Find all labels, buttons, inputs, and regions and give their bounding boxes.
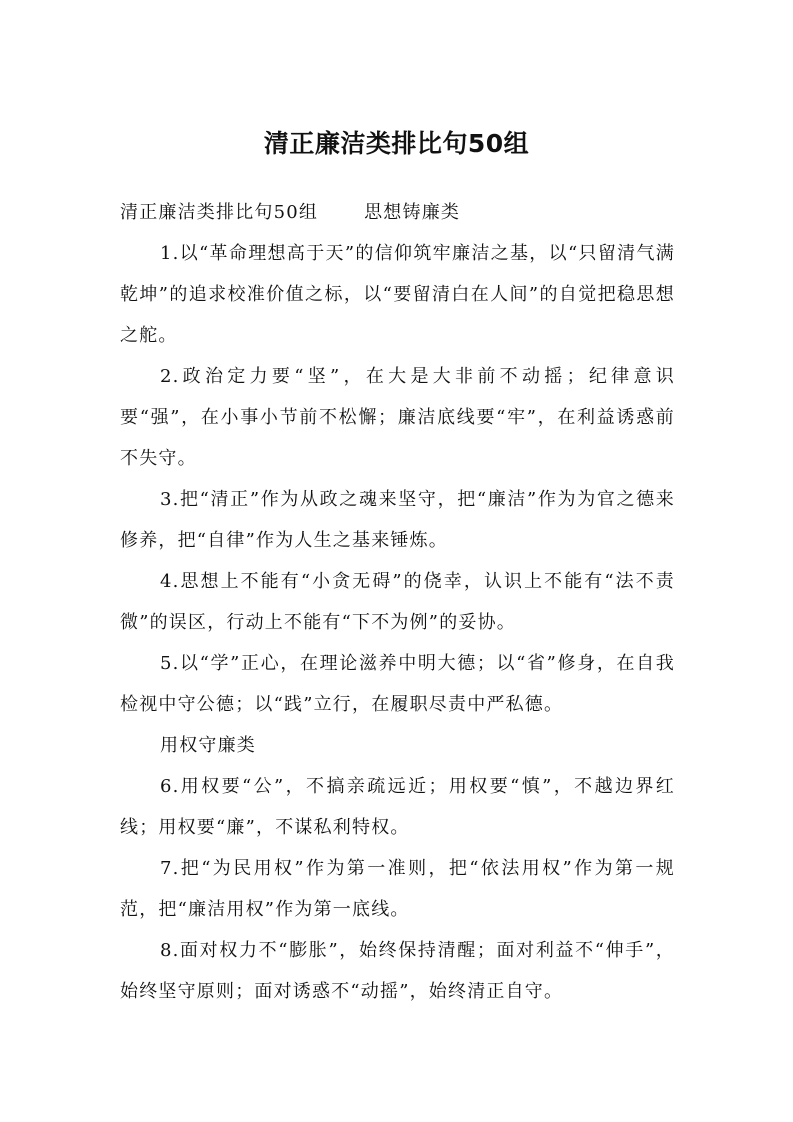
list-item: 1.以“革命理想高于天”的信仰筑牢廉洁之基，以“只留清气满乾坤”的追求校准价值之标，以“要留清白在人间”的自觉把稳思想之舵。 [120, 243, 675, 346]
intro-line [120, 192, 675, 233]
list-item: 5.以“学”正心，在理论滋养中明大德；以“省”修身，在自我检视中守公德；以“践”立行，在履职尽责中严私德。 [120, 653, 675, 715]
intro-heading: 清正廉洁类排比句50组 [120, 202, 319, 223]
list-item: 3.把“清正”作为从政之魂来坚守，把“廉洁”作为为官之德来修养，把“自律”作为人生之基来锤炼。 [120, 489, 675, 551]
list-item: 7.把“为民用权”作为第一准则，把“依法用权”作为第一规范，把“廉洁用权”作为第一底线。 [120, 858, 675, 920]
document-title: 清正廉洁类排比句50组 [263, 129, 530, 158]
section-label-power: 用权守廉类 [160, 735, 256, 756]
document-body [120, 192, 675, 1012]
list-item: 8.面对权力不“膨胀”，始终保持清醒；面对利益不“伸手”，始终坚守原则；面对诱惑不“动摇”，始终清正自守。 [120, 940, 675, 1002]
list-item: 6.用权要“公”，不搞亲疏远近；用权要“慎”，不越边界红线；用权要“廉”，不谋私利特权。 [120, 776, 675, 838]
list-item: 4.思想上不能有“小贪无碍”的侥幸，认识上不能有“法不责微”的误区，行动上不能有“下不为例”的妥协。 [120, 571, 675, 633]
list-item: 2.政治定力要“坚”，在大是大非前不动摇；纪律意识要“强”，在小事小节前不松懈；廉洁底线要“牢”，在利益诱惑前不失守。 [120, 366, 675, 469]
section-label-thought: 思想铸廉类 [364, 202, 461, 223]
